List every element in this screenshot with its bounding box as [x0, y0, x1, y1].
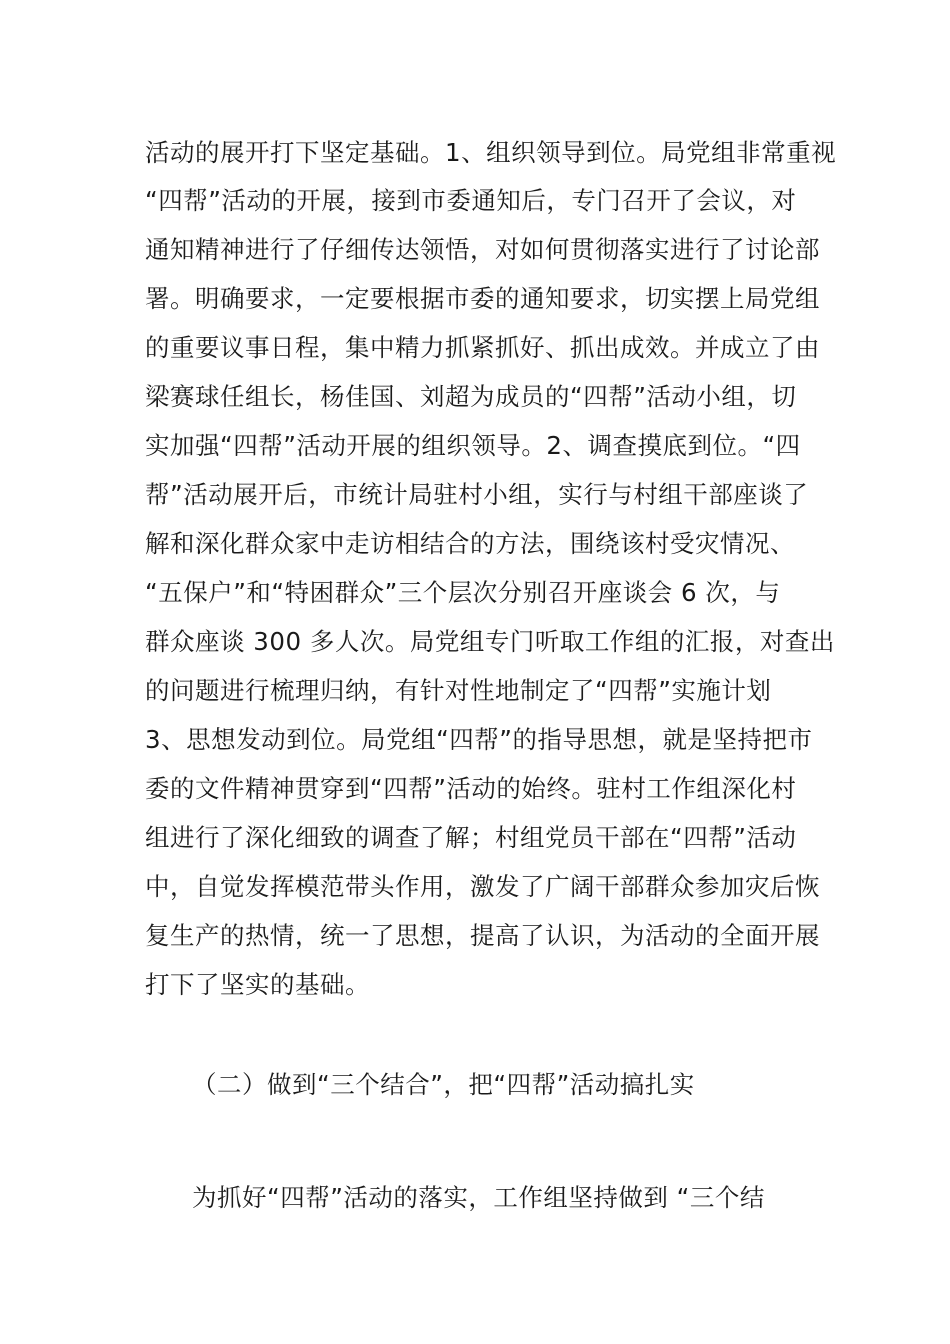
body-text-line: 中，自觉发挥模范带头作用，激发了广阔干部群众参加灾后恢 — [145, 872, 820, 901]
body-text-line: 梁赛球任组长，杨佳国、刘超为成员的“四帮”活动小组，切 — [145, 382, 797, 411]
body-text-line: 活动的展开打下坚定基础。1、组织领导到位。局党组非常重视 — [145, 138, 837, 167]
body-text-line: 署。明确要求，一定要根据市委的通知要求，切实摆上局党组 — [145, 284, 820, 313]
body-text-line: 委的文件精神贯穿到“四帮”活动的始终。驻村工作组深化村 — [145, 774, 797, 803]
body-text-line: 组进行了深化细致的调查了解；村组党员干部在“四帮”活动 — [145, 823, 797, 852]
body-text-line: 3、思想发动到位。局党组“四帮”的指导思想，就是坚持把市 — [145, 725, 813, 754]
body-text-line: 解和深化群众家中走访相结合的方法，围绕该村受灾情况、 — [145, 529, 795, 558]
body-text-line: 的重要议事日程，集中精力抓紧抓好、抓出成效。并成立了由 — [145, 333, 820, 362]
body-text-line: 为抓好“四帮”活动的落实，工作组坚持做到 “三个结 — [192, 1183, 765, 1212]
body-text-line: 复生产的热情，统一了思想，提高了认识，为活动的全面开展 — [145, 921, 820, 950]
body-text-line: 帮”活动展开后，市统计局驻村小组，实行与村组干部座谈了 — [145, 480, 809, 509]
body-text-line: 群众座谈 300 多人次。局党组专门听取工作组的汇报，对查出 — [145, 627, 835, 656]
body-text-line: “四帮”活动的开展，接到市委通知后，专门召开了会议，对 — [145, 186, 797, 215]
section-heading: （二）做到“三个结合”，把“四帮”活动搞扎实 — [192, 1070, 695, 1099]
body-text-line: 实加强“四帮”活动开展的组织领导。2、调查摸底到位。“四 — [145, 431, 801, 460]
body-text-line: 的问题进行梳理归纳，有针对性地制定了“四帮”实施计划 — [145, 676, 772, 705]
body-text-line: 通知精神进行了仔细传达领悟，对如何贯彻落实进行了讨论部 — [145, 235, 820, 264]
body-text-line: “五保户”和“特困群众”三个层次分别召开座谈会 6 次，与 — [145, 578, 781, 607]
body-text-line: 打下了坚实的基础。 — [145, 970, 370, 999]
